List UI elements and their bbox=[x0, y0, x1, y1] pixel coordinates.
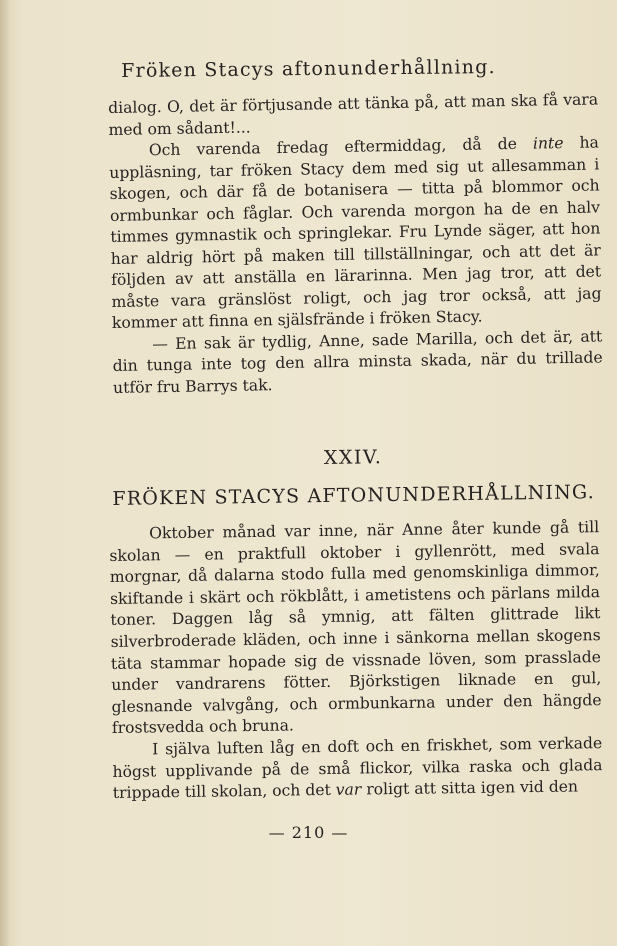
text-run: Och varenda fredag eftermiddag, då de bbox=[148, 134, 534, 160]
paragraph bbox=[109, 517, 602, 740]
chapter-text bbox=[109, 517, 603, 805]
chapter-number: XXIV. bbox=[323, 446, 383, 469]
previous-chapter-text bbox=[108, 89, 603, 399]
running-head: Fröken Stacys aftonunderhållning. bbox=[121, 56, 496, 82]
page-number: — 210 — bbox=[268, 823, 349, 842]
paragraph bbox=[112, 733, 603, 805]
text-run: Oktober månad var inne, när Anne åter kunde gå till skolan — en praktfull oktober i gyllenrött, med svala morgnar, då dalarna stodo fulla med genomskinliga dimmor, skiftande i skärt och rökblått, i ametistens och pärlans milda toner. Daggen låg så ymnig, att fälten glittrade likt silverbroderade kläden, och inne i sänkorna mellan skogens täta stammar hopade sig de vissnade löven, som prasslade under vandrarens fötter. Björkstigen liknade en gul, glesnande valvgång, och ormbunkarna under den hängde frostsvedda och bruna. bbox=[109, 518, 602, 738]
paragraph bbox=[112, 326, 603, 399]
paragraph bbox=[109, 132, 602, 334]
text-run: roligt att sitta igen vid den bbox=[361, 777, 579, 799]
chapter-title: FRÖKEN STACYS AFTONUNDERHÅLLNING. bbox=[112, 481, 596, 510]
page-spine-shadow bbox=[0, 0, 10, 946]
text-run: — En sak är tydlig, Anne, sade Marilla, och det är, att din tunga inte tog den allra minsta skada, när du trillade utför fru Barrys tak. bbox=[112, 326, 603, 397]
emphasis-run: inte bbox=[532, 134, 564, 153]
text-run: dialog. O, det är förtjusande att tänka på, att man ska få vara med om sådant!... bbox=[108, 90, 599, 139]
chapter-section bbox=[108, 443, 603, 805]
text-run: I själva luften låg en doft och en friskhet, som verkade högst upplivande på de små flickor, vilka raska och glada trippade till skolan, och det bbox=[112, 734, 603, 803]
text-run: ha uppläsning, tar fröken Stacy dem med sig ut allesamman i skogen, och där få de botanisera — titta på blommor och ormbunkar och fåglar. Och varenda morgon ha de en halv timmes gymnastik och springlekar. Fru Lynde säger, att hon har aldrig hört på maken till tillställningar, och att det är följden av att anställa en lärarinna. Men jag tror, att det måste vara gränslöst roligt, och jag tror också, att jag kommer att finna en själsfrände i fröken Stacy. bbox=[109, 133, 602, 332]
emphasis-run: var bbox=[335, 780, 362, 799]
